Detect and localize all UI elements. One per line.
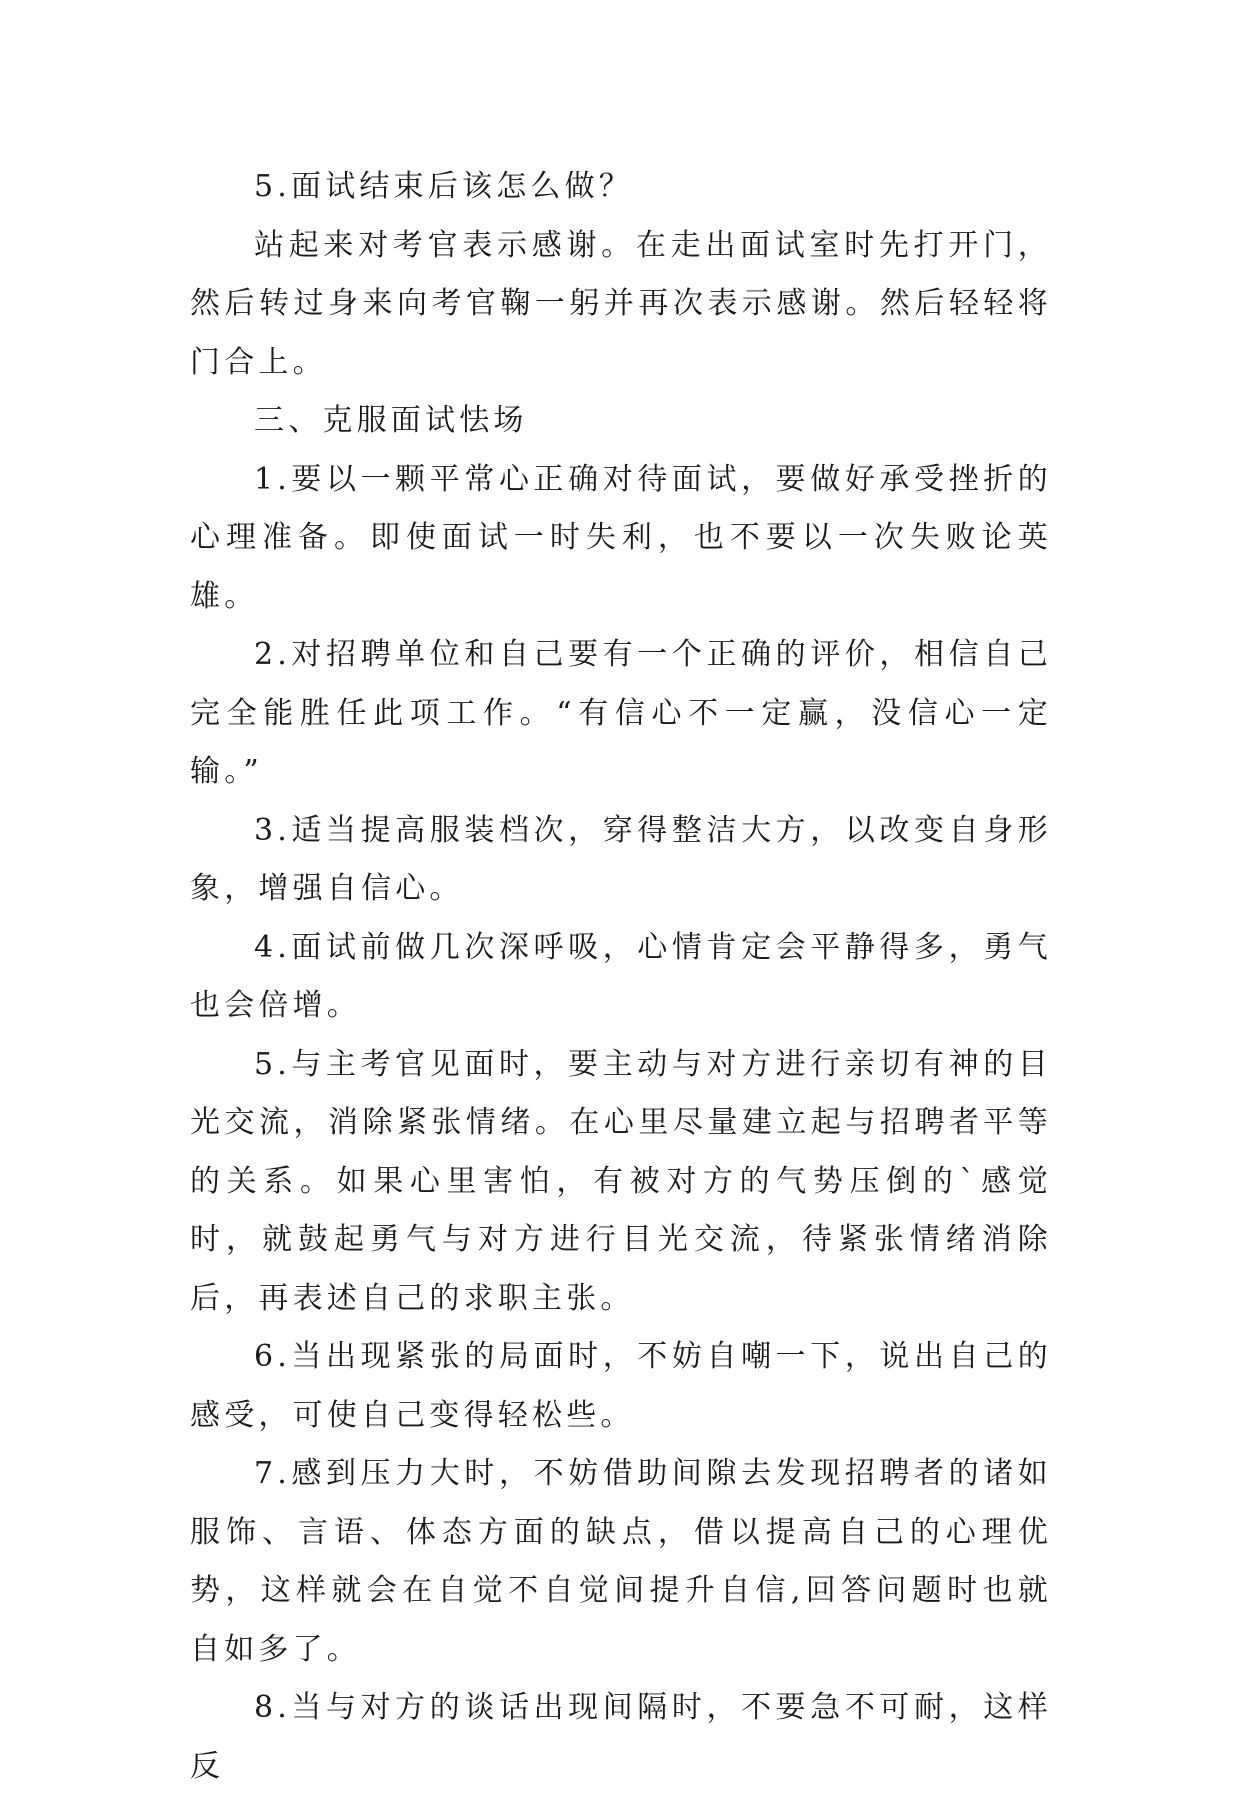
tip-paragraph-8: 8.当与对方的谈话出现间隔时，不要急不可耐，这样反 [190,1690,1052,1784]
answer-paragraph: 站起来对考官表示感谢。在走出面试室时先打开门，然后转过身来向考官鞠一躬并再次表示感谢。然后轻轻将门合上。 [190,227,1052,380]
tip-paragraph-3: 3.适当提高服装档次，穿得整洁大方，以改变自身形象，增强自信心。 [190,812,1052,906]
tip-paragraph-6: 6.当出现紧张的局面时，不妨自嘲一下，说出自己的感受，可使自己变得轻松些。 [190,1339,1052,1433]
document-body [190,158,1052,1796]
tip-paragraph-1: 1.要以一颗平常心正确对待面试，要做好承受挫折的心理准备。即使面试一时失利，也不要以一次失败论英雄。 [190,461,1052,614]
tip-paragraph-5: 5.与主考官见面时，要主动与对方进行亲切有神的目光交流，消除紧张情绪。在心里尽量建立起与招聘者平等的关系。如果心里害怕，有被对方的气势压倒的`感觉时，就鼓起勇气与对方进行目光交流，待紧张情绪消除后，再表述自己的求职主张。 [190,1046,1052,1316]
tip-paragraph-2: 2.对招聘单位和自己要有一个正确的评价，相信自己完全能胜任此项工作。“有信心不一定赢，没信心一定输。” [190,637,1052,789]
question-heading-5: 5.面试结束后该怎么做？ [254,169,634,204]
tip-paragraph-7: 7.感到压力大时，不妨借助间隙去发现招聘者的诸如服饰、言语、体态方面的缺点，借以提高自己的心理优势，这样就会在自觉不自觉间提升自信,回答问题时也就自如多了。 [190,1456,1052,1667]
section-heading: 三、克服面试怯场 [254,403,528,438]
tip-paragraph-4: 4.面试前做几次深呼吸，心情肯定会平静得多，勇气也会倍增。 [190,929,1052,1023]
